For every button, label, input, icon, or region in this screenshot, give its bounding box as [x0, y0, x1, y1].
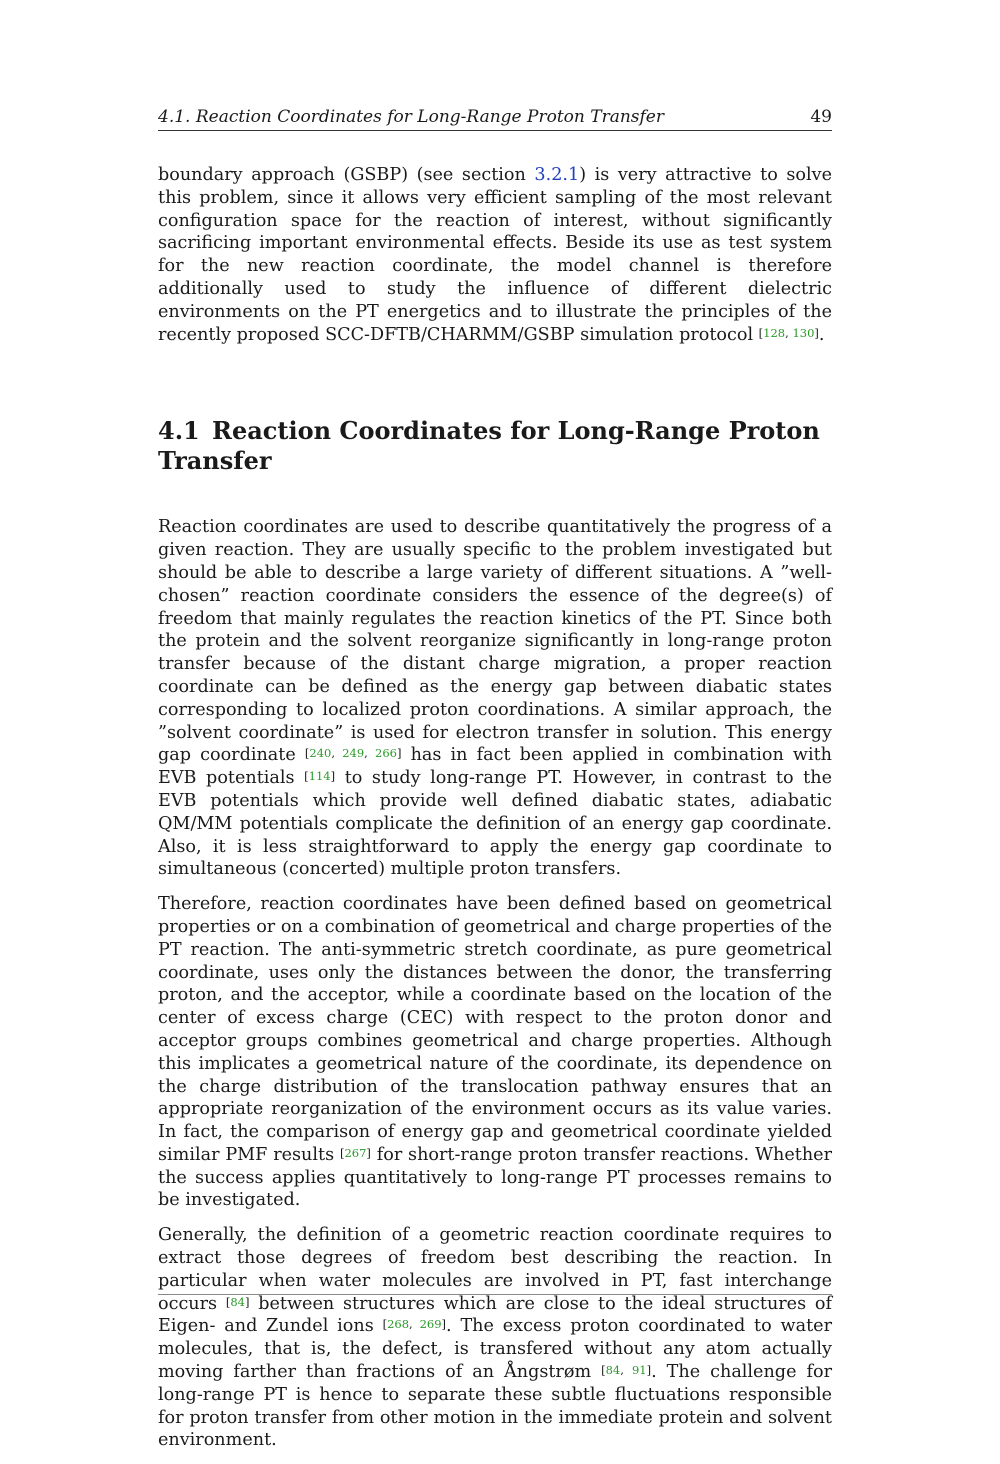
cite-sep: , [785, 325, 793, 340]
section-title: Reaction Coordinates for Long-Range Proton Transfer [158, 416, 820, 476]
text: for short-range proton transfer reactions. Whether the success applies quantitatively to long-range PT processes remains to be investigated. [158, 1144, 832, 1211]
footer-rule [158, 1294, 832, 1295]
citation-link[interactable]: 91 [631, 1363, 647, 1378]
citation-link[interactable]: 114 [308, 769, 331, 784]
intro-paragraph [158, 164, 832, 346]
page-number: 49 [810, 107, 832, 127]
citation-link[interactable]: 84 [230, 1294, 245, 1309]
citation-link[interactable]: 130 [792, 325, 815, 340]
cite-bracket: ] [396, 746, 402, 761]
text: to study long-range PT. However, in contrast to the EVB potentials which provide well defined diabatic states, adiabatic QM/MM potentials complicate the definition of an energy gap coordinate. Also, it is less straightforward to apply the energy gap coordinate to simultaneous (concerted) multiple proton transfers. [158, 768, 832, 880]
cite-bracket: [ [304, 746, 310, 761]
cite-bracket: ] [441, 1317, 447, 1332]
citation-link[interactable]: 249 [342, 746, 365, 761]
cite-bracket: ] [366, 1145, 371, 1160]
cite-bracket: [ [304, 769, 309, 784]
section-heading [158, 416, 832, 476]
running-header [158, 104, 832, 131]
text: . The challenge for long-range PT is hence to separate these subtle fluctuations responsible for proton transfer from other motion in the immediate protein and solvent environment. [158, 1362, 832, 1451]
text: between structures which are close to the ideal structures of Eigen- and Zundel ions [158, 1293, 832, 1337]
text: has in fact been applied in combination with EVB potentials [158, 745, 833, 789]
citation-link[interactable]: 269 [419, 1317, 442, 1332]
citation-link[interactable]: 266 [375, 746, 397, 761]
citation-link[interactable]: 84 [605, 1363, 621, 1378]
cite-bracket: [ [225, 1294, 231, 1309]
cite-bracket: ] [330, 769, 336, 784]
section-number: 4.1 [158, 416, 200, 446]
cite-bracket: [ [758, 325, 764, 340]
cite-bracket: [ [339, 1145, 345, 1160]
cite-bracket: [ [601, 1363, 606, 1378]
text: Reaction coordinates are used to describe quantitatively the progress of a given reaction. They are usually specific to the problem investigated but should be able to describe a large variety of different situations. A ”well-chosen” reaction coordinate considers the essence of the degree(s) of freedom that mainly regulates the reaction kinetics of the PT. Since both the protein and the solvent reorganize significantly in long-range proton transfer because of the distant charge migration, a proper reaction coordinate can be defined as the energy gap between diabatic states corresponding to localized proton coordinations. A similar approach, the ”solvent coordinate” is used for electron transfer in solution. This energy gap coordinate [158, 517, 832, 766]
text: . The excess proton coordinated to water molecules, that is, the defect, is transfered without any atom actually moving farther than fractions of an Ångstrøm [158, 1316, 832, 1383]
text: Therefore, reaction coordinates have been defined based on geometrical properties or on a combination of geometrical and charge properties of the PT reaction. The anti-symmetric stretch coordinate, as pure geometrical coordinate, uses only the distances between the donor, the transferring proton, and the acceptor, while a coordinate based on the location of the center of excess charge (CEC) with respect to the proton donor and acceptor groups combines geometrical and charge properties. Although this implicates a geometrical nature of the coordinate, its dependence on the charge distribution of the translocation pathway ensures that an appropriate reorganization of the environment occurs as its value varies. In fact, the comparison of energy gap and geometrical coordinate yielded similar PMF results [158, 894, 832, 1165]
cite-sep: , [364, 746, 375, 761]
cite-sep: , [331, 746, 343, 761]
page-body [158, 164, 832, 1464]
citation-link[interactable]: 268 [387, 1317, 410, 1332]
paragraph-2 [158, 893, 832, 1212]
citation-link[interactable]: 128 [763, 325, 786, 340]
section-link[interactable]: 3.2.1 [534, 165, 580, 185]
text: ) is very attractive to solve this problem, since it allows very efficient sampling of the most relevant configuration space for the reaction of interest, without significantly sacrificing important environmental effects. Beside its use as test system for the new reaction coordinate, the model channel is therefore additionally used to study the influence of different dielectric environments on the PT energetics and to illustrate the principles of the recently proposed SCC-DFTB/CHARMM/GSBP simulation protocol [158, 165, 832, 345]
cite-bracket: ] [244, 1294, 250, 1309]
text: Generally, the definition of a geometric reaction coordinate requires to extract those degrees of freedom best describing the reaction. In particular when water molecules are involved in PT, fast interchange occurs [158, 1225, 832, 1314]
text: boundary approach (GSBP) (see section [158, 165, 535, 185]
running-title: 4.1. Reaction Coordinates for Long-Range Proton Transfer [158, 107, 664, 127]
text: . [818, 324, 825, 345]
paragraph-1 [158, 516, 832, 881]
citation-link[interactable]: 267 [344, 1145, 367, 1160]
paragraph-3 [158, 1224, 832, 1452]
cite-bracket: ] [646, 1363, 652, 1378]
cite-sep: , [620, 1363, 632, 1378]
citation-link[interactable]: 240 [309, 746, 332, 761]
cite-bracket: ] [814, 325, 819, 340]
cite-bracket: [ [382, 1317, 388, 1332]
cite-sep: , [409, 1317, 420, 1332]
